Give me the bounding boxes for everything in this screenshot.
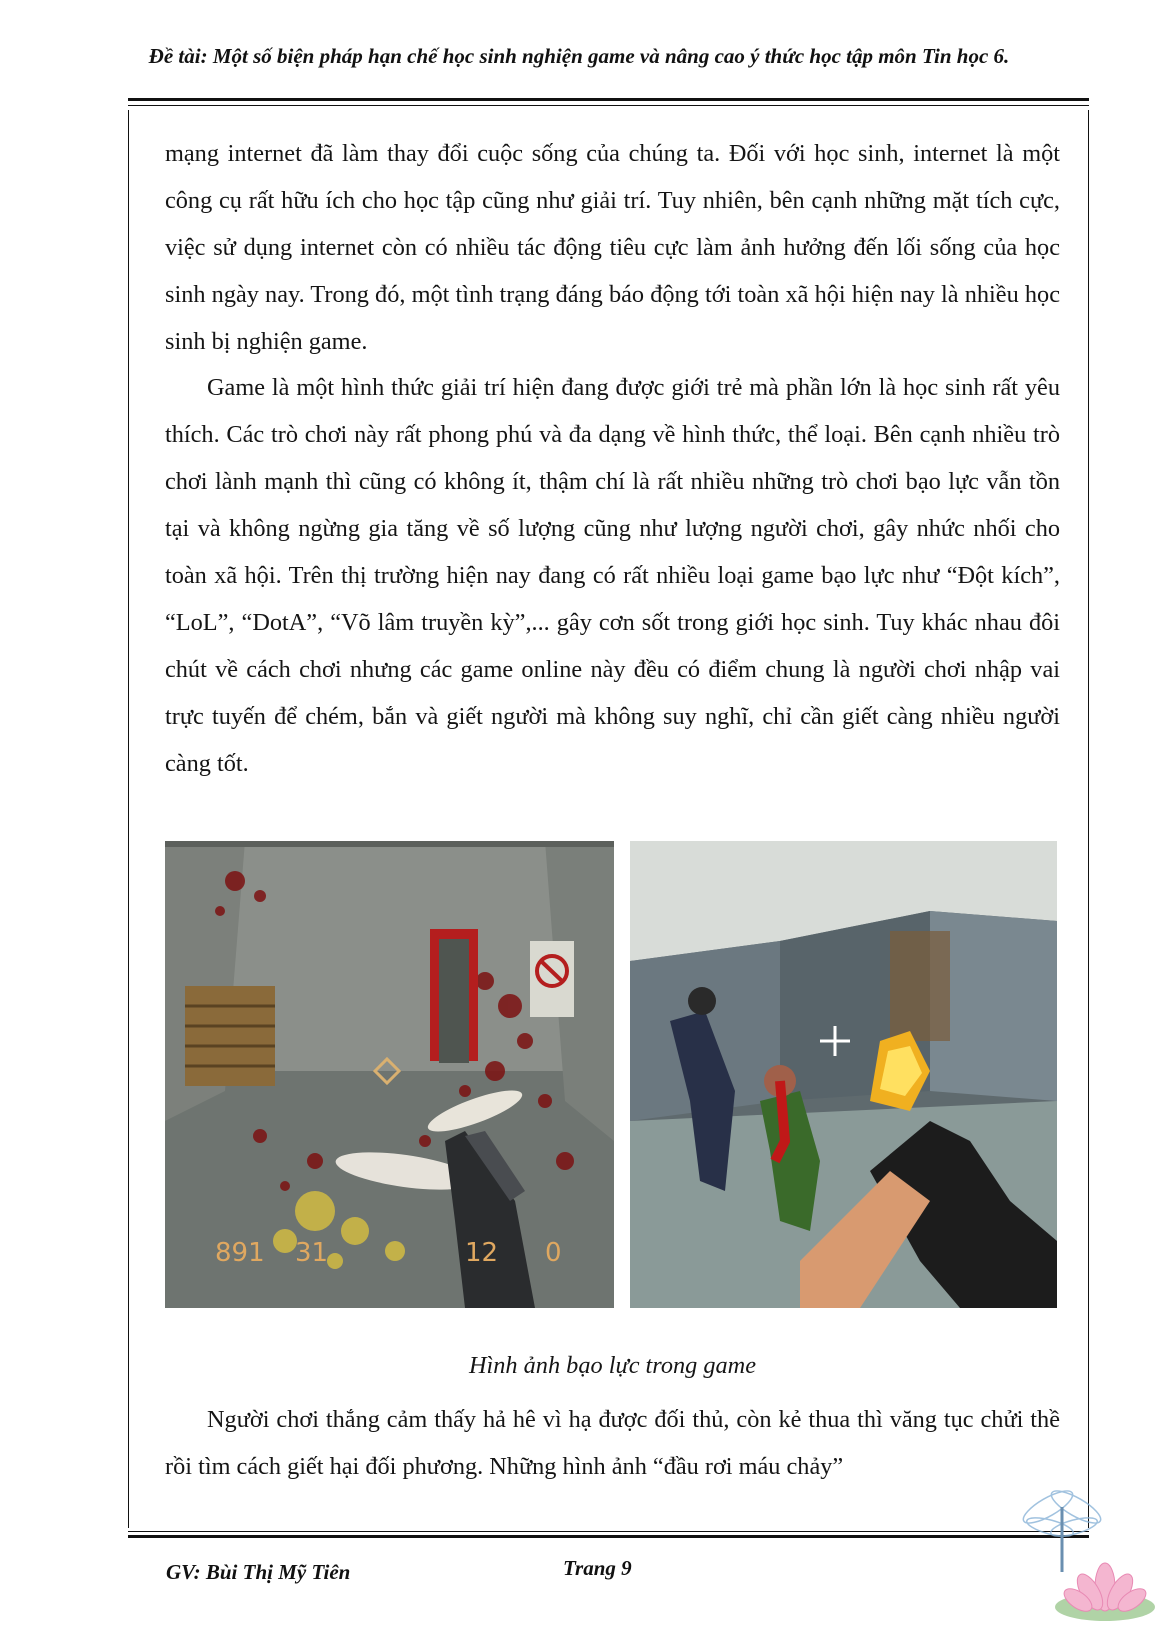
game-screenshot-left	[165, 841, 614, 1308]
svg-text:0: 0	[545, 1238, 562, 1268]
paragraph-2: Game là một hình thức giải trí hiện đang được giới trẻ mà phần lớn là học sinh rất yêu thích. Các trò chơi này rất phong phú và đa dạng về hình thức, thể loại. Bên cạnh nhiều trò chơi lành mạnh thì cũng có không ít, thậm chí là rất nhiều những trò chơi bạo lực vẫn tồn tại và không ngừng gia tăng về số lượng cũng như lượng người chơi, gây nhức nhối cho toàn xã hội. Trên thị trường hiện nay đang có rất nhiều loại game bạo lực như “Đột kích”, “LoL”, “DotA”, “Võ lâm truyền kỳ”,... gây cơn sốt trong giới học sinh. Tuy khác nhau đôi chút về cách chơi nhưng các game online này đều có điểm chung là người chơi nhập vai trực tuyến để chém, bắn và giết người mà không suy nghĩ, chỉ cần giết càng nhiều người càng tốt.	[165, 374, 1060, 777]
svg-text:891: 891	[215, 1238, 265, 1268]
footer-rule-thin	[128, 1531, 1089, 1532]
svg-text:12: 12	[465, 1238, 499, 1268]
lotus-dragonfly-decoration-icon	[1010, 1482, 1158, 1637]
header-rule-thick	[128, 98, 1089, 101]
footer-page-number: Trang 9	[563, 1556, 632, 1580]
game-screenshot-1-icon	[165, 841, 614, 1308]
figure-caption: Hình ảnh bạo lực trong game	[468, 1352, 757, 1379]
paragraph-1: mạng internet đã làm thay đổi cuộc sống của chúng ta. Đối với học sinh, internet là một công cụ rất hữu ích cho học tập cũng như giải trí. Tuy nhiên, bên cạnh những mặt tích cực, việc sử dụng internet còn có nhiều tác động tiêu cực làm ảnh hưởng đến lối sống của học sinh ngày nay. Trong đó, một tình trạng đáng báo động tới toàn xã hội hiện nay là nhiều học sinh bị nghiện game.	[165, 140, 1060, 355]
footer-rule-thick	[128, 1535, 1089, 1538]
svg-text:31: 31	[295, 1238, 329, 1268]
page-header-title: Đề tài: Một số biện pháp hạn chế học sinh nghiện game và nâng cao ý thức học tập môn Tin học 6.	[148, 44, 1010, 68]
game-screenshot-2-icon	[630, 841, 1057, 1308]
game-screenshot-right	[630, 841, 1057, 1308]
paragraph-3: Người chơi thắng cảm thấy hả hê vì hạ được đối thủ, còn kẻ thua thì văng tục chửi thề rồi tìm cách giết hại đối phương. Những hình ảnh “đầu rơi máu chảy”	[165, 1406, 1060, 1480]
footer-author: GV: Bùi Thị Mỹ Tiên	[166, 1560, 351, 1584]
header-rule-thin	[128, 105, 1089, 106]
